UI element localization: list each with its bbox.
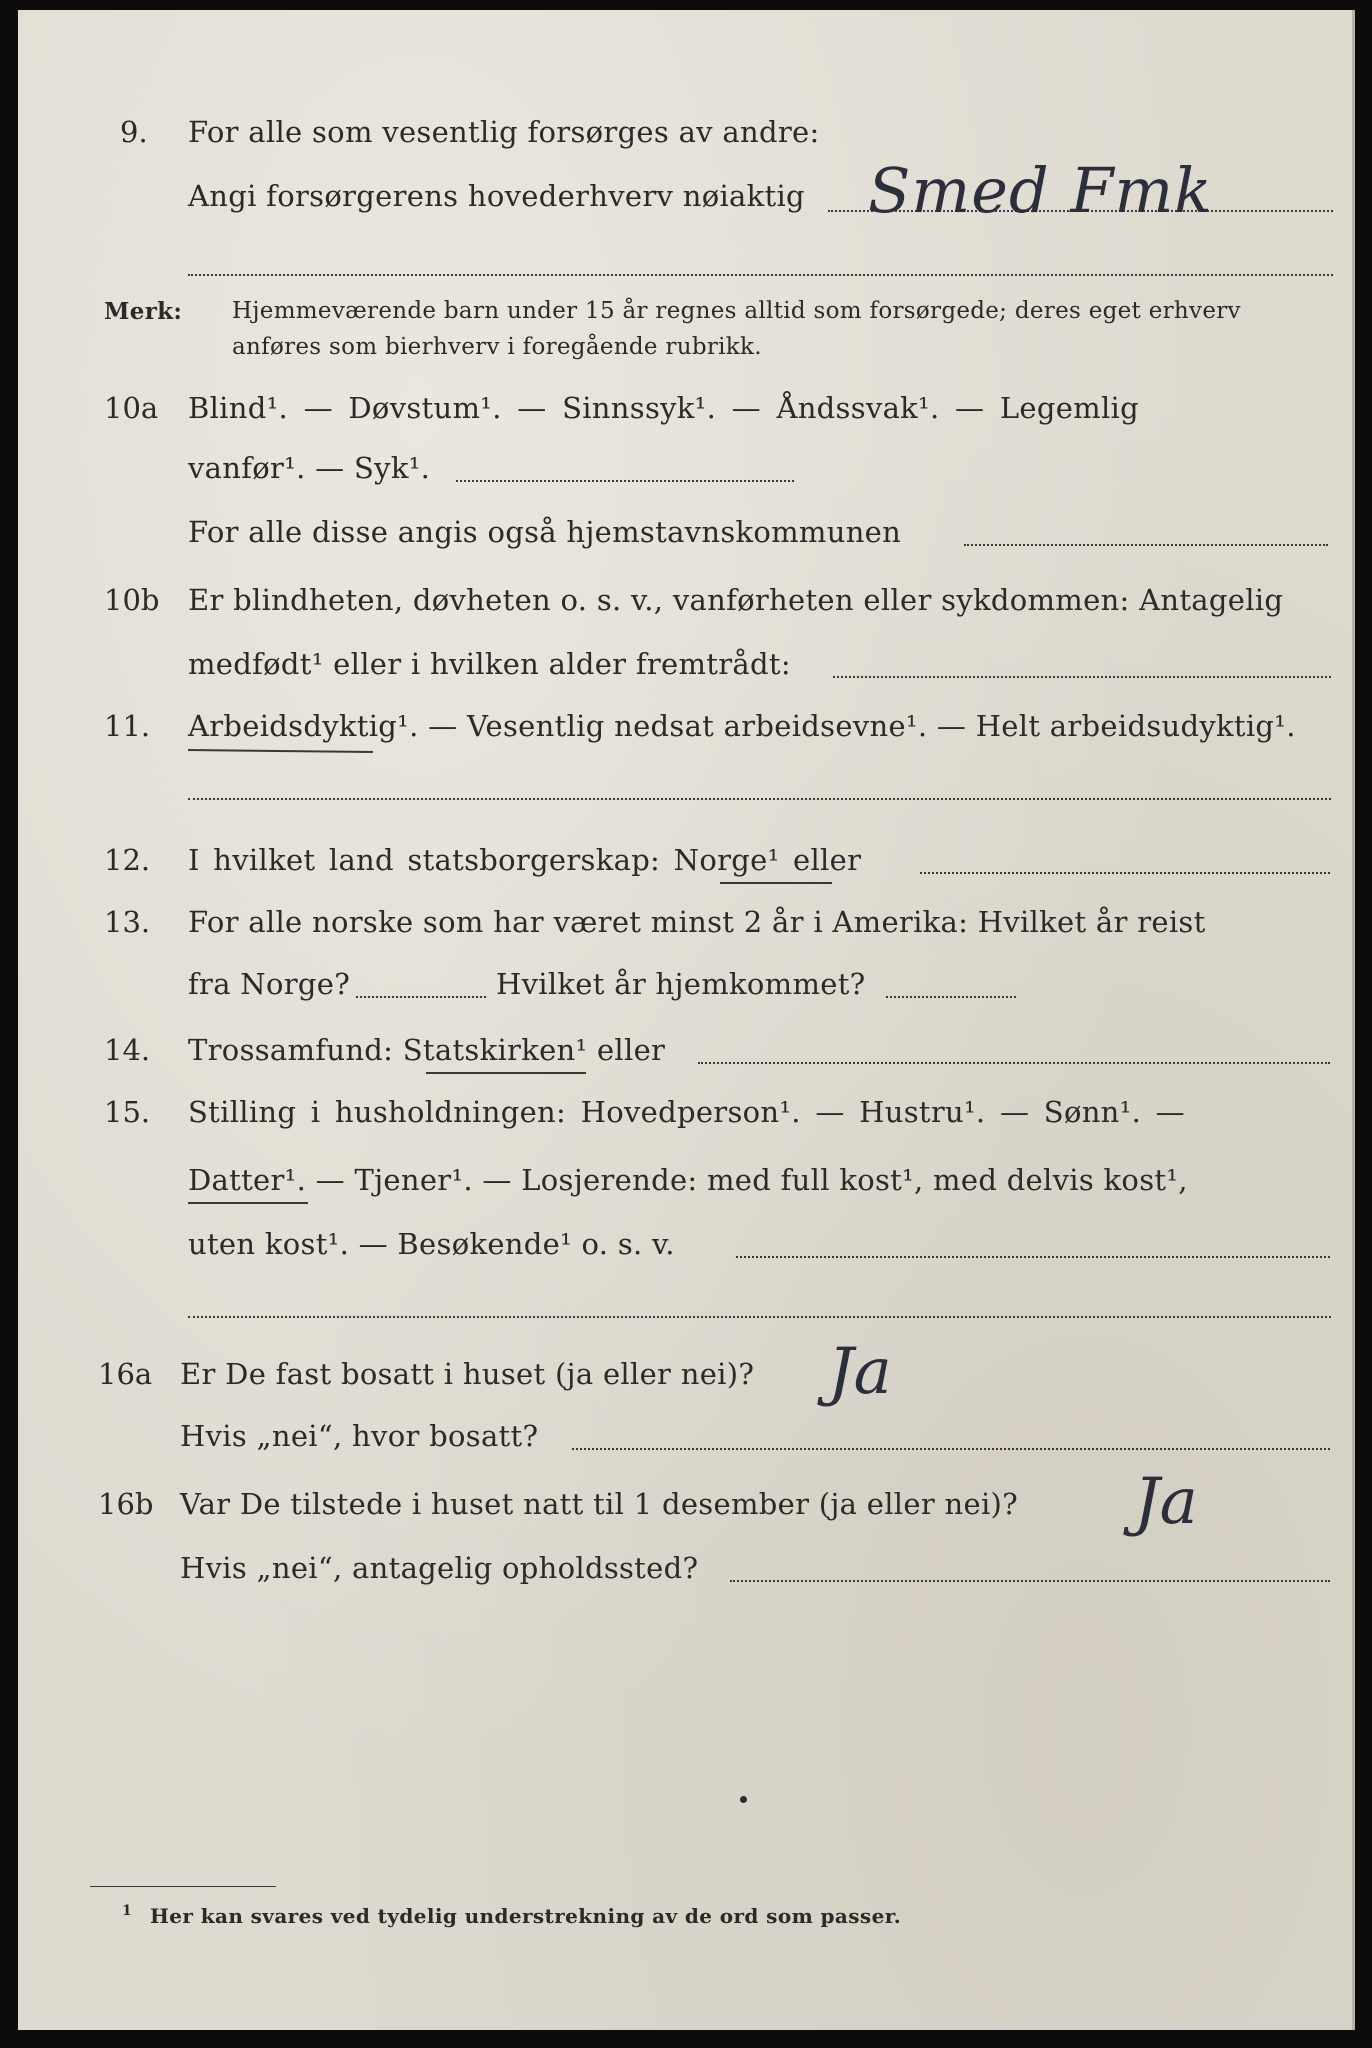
q10a-hometown-line[interactable] xyxy=(964,544,1328,546)
q16b-answer-line[interactable] xyxy=(730,1580,1330,1582)
q16a-number: 16a xyxy=(98,1357,153,1391)
q10a-line1: Blind¹. — Døvstum¹. — Sinnssyk¹. — Åndssvak¹. — Legemlig xyxy=(188,391,1139,425)
q10b-line1: Er blindheten, døvheten o. s. v., vanførheten eller sykdommen: Antagelig xyxy=(188,583,1284,617)
q15-line2: Datter¹. — Tjener¹. — Losjerende: med full kost¹, med delvis kost¹, xyxy=(188,1163,1188,1197)
q13-departure-line[interactable] xyxy=(356,996,486,998)
footnote-mark: 1 xyxy=(122,1903,133,1919)
q10a-line2: vanfør¹. — Syk¹. xyxy=(188,451,431,485)
q10b-answer-line[interactable] xyxy=(833,676,1331,678)
q16b-line2: Hvis „nei“, antagelig opholdssted? xyxy=(180,1551,699,1585)
q15-extra-line xyxy=(188,1316,1331,1318)
q14-number: 14. xyxy=(104,1033,151,1067)
q10b-line2: medfødt¹ eller i hvilken alder fremtrådt: xyxy=(188,647,791,681)
q16a-line1: Er De fast bosatt i huset (ja eller nei)? xyxy=(180,1357,755,1391)
q14-underline-mark xyxy=(426,1072,586,1074)
q15-underline-mark xyxy=(188,1202,308,1204)
q10a-number: 10a xyxy=(104,391,159,425)
q11-underline-mark xyxy=(188,749,373,753)
q16a-answer-line[interactable] xyxy=(572,1448,1330,1450)
q9-handwritten-answer: Smed Fmk xyxy=(868,154,1213,227)
q13-return-line[interactable] xyxy=(886,996,1016,998)
q15-line1: Stilling i husholdningen: Hovedperson¹. — Hustru¹. — Sønn¹. — xyxy=(188,1095,1185,1129)
q11-number: 11. xyxy=(104,709,151,743)
q11-extra-line xyxy=(188,798,1331,800)
merk-label: Merk: xyxy=(104,298,183,325)
q16b-line1: Var De tilstede i huset natt til 1 desember (ja eller nei)? xyxy=(180,1487,1018,1521)
q9-line1: For alle som vesentlig forsørges av andre: xyxy=(188,115,820,149)
q12-number: 12. xyxy=(104,843,151,877)
merk-line2: anføres som bierhverv i foregående rubrikk. xyxy=(232,334,762,360)
q14-line1: Trossamfund: Statskirken¹ eller xyxy=(188,1033,666,1067)
q16a-line2: Hvis „nei“, hvor bosatt? xyxy=(180,1419,539,1453)
q12-line1: I hvilket land statsborgerskap: Norge¹ eller xyxy=(188,843,862,877)
q9-number: 9. xyxy=(120,115,148,149)
q9-line2: Angi forsørgerens hovederhverv nøiaktig xyxy=(188,179,805,213)
q13-line1: For alle norske som har været minst 2 år i Amerika: Hvilket år reist xyxy=(188,905,1206,939)
q16b-handwritten-answer: Ja xyxy=(1134,1465,1198,1539)
q16a-handwritten-answer: Ja xyxy=(828,1335,892,1409)
q15-answer-line[interactable] xyxy=(736,1256,1330,1258)
footnote-rule xyxy=(90,1886,276,1887)
q12-underline-mark xyxy=(720,882,832,884)
q16b-number: 16b xyxy=(98,1487,154,1521)
q10a-answer-line[interactable] xyxy=(456,480,794,482)
q9-extra-line xyxy=(188,274,1333,276)
census-form-page xyxy=(18,10,1355,2030)
ink-dot xyxy=(740,1796,747,1803)
q13-line2b: Hvilket år hjemkommet? xyxy=(496,967,866,1001)
q13-number: 13. xyxy=(104,905,151,939)
q10a-line3: For alle disse angis også hjemstavnskommunen xyxy=(188,515,902,549)
footnote-text: Her kan svares ved tydelig understrekning av de ord som passer. xyxy=(150,1904,902,1928)
q12-answer-line[interactable] xyxy=(920,872,1330,874)
q15-line3: uten kost¹. — Besøkende¹ o. s. v. xyxy=(188,1227,675,1261)
merk-line1: Hjemmeværende barn under 15 år regnes alltid som forsørgede; deres eget erhverv xyxy=(232,298,1241,324)
q13-line2a: fra Norge? xyxy=(188,967,351,1001)
q14-answer-line[interactable] xyxy=(698,1062,1330,1064)
q10b-number: 10b xyxy=(104,583,160,617)
q15-number: 15. xyxy=(104,1095,151,1129)
q11-line1: Arbeidsdyktig¹. — Vesentlig nedsat arbeidsevne¹. — Helt arbeidsudyktig¹. xyxy=(188,709,1296,743)
